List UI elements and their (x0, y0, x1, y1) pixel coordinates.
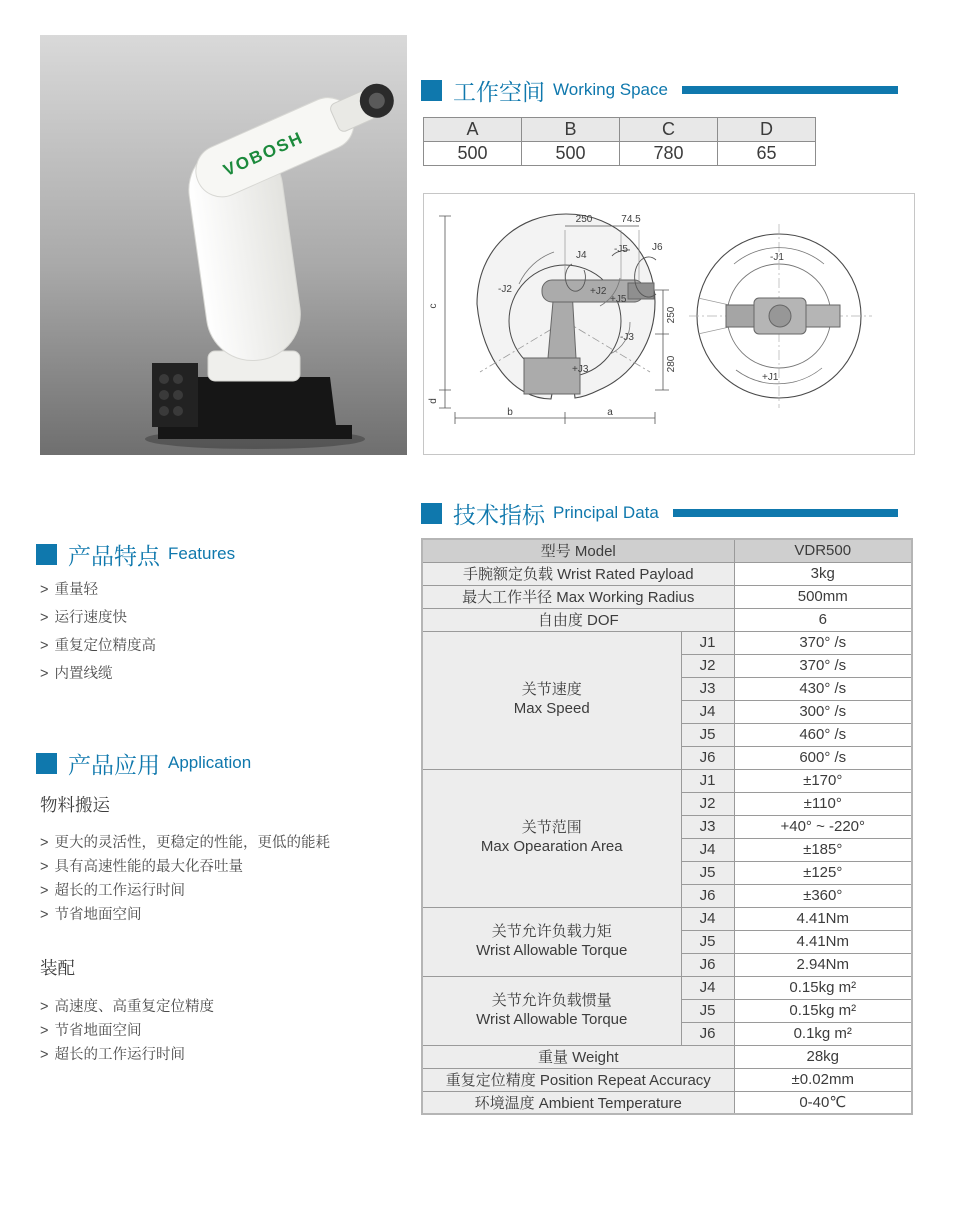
bullet-icon: > (40, 1047, 49, 1063)
list-item (40, 660, 156, 688)
spec-row (422, 1068, 912, 1091)
application-item-text: 节省地面空间 (54, 907, 142, 923)
application-heading (36, 747, 251, 779)
principal-data-title-en: Principal Data (553, 503, 659, 522)
spec-row (422, 976, 912, 999)
bullet-icon: > (40, 666, 49, 682)
application-item-text: 超长的工作运行时间 (54, 1047, 185, 1063)
spec-row (422, 907, 912, 930)
joint-cell: J5 (681, 861, 734, 884)
robot-photo (40, 35, 407, 455)
value-cell: 300° /s (734, 700, 912, 723)
label-j1-pos: +J1 (762, 372, 779, 383)
value-cell: 370° /s (734, 654, 912, 677)
working-space-title-zh: 工作空间 (453, 78, 545, 105)
feature-item-text: 运行速度快 (54, 610, 127, 626)
spec-label: 重复定位精度 Position Repeat Accuracy (422, 1068, 734, 1091)
heading-rule (673, 509, 898, 517)
ws-col-a: A (424, 118, 522, 142)
value-cell: 370° /s (734, 631, 912, 654)
application-item-text: 具有高速性能的最大化吞吐量 (54, 859, 243, 875)
application-item-text: 高速度、高重复定位精度 (54, 999, 214, 1015)
joint-cell: J4 (681, 976, 734, 999)
spec-row (422, 631, 912, 654)
list-item (40, 831, 330, 855)
working-space-value-row (424, 142, 816, 166)
spec-value: 3kg (734, 562, 912, 585)
spec-value: 28kg (734, 1045, 912, 1068)
joint-cell: J5 (681, 930, 734, 953)
working-space-heading (421, 74, 898, 106)
ws-col-d: D (718, 118, 816, 142)
heading-square-icon (36, 544, 57, 565)
application-title-zh: 产品应用 (68, 751, 160, 778)
group-label-zh: 关节速度 (521, 681, 582, 699)
ws-val-b: 500 (522, 142, 620, 166)
list-item (40, 995, 214, 1019)
dim-280-right: 280 (666, 355, 677, 373)
spec-label: 重量 Weight (422, 1045, 734, 1068)
list-item (40, 632, 156, 660)
bullet-icon: > (40, 883, 49, 899)
spec-value: 0-40℃ (734, 1091, 912, 1114)
group-label (422, 769, 681, 907)
working-space-header-row (424, 118, 816, 142)
joint-cell: J3 (681, 815, 734, 838)
dim-250-top: 250 (575, 214, 593, 225)
list-item (40, 855, 330, 879)
label-j4: J4 (576, 250, 587, 261)
robot-logo: VOBOSH (220, 127, 307, 181)
application-group1-list (40, 831, 330, 927)
spec-row (422, 1091, 912, 1114)
joint-cell: J4 (681, 838, 734, 861)
label-j3-neg: -J3 (620, 332, 634, 343)
principal-data-heading (421, 497, 898, 529)
bullet-icon: > (40, 1023, 49, 1039)
list-item (40, 1043, 214, 1067)
label-j5-neg: -J5 (614, 244, 628, 255)
joint-cell: J1 (681, 769, 734, 792)
value-cell: 430° /s (734, 677, 912, 700)
spec-row (422, 1045, 912, 1068)
spec-label: 自由度 DOF (422, 608, 734, 631)
joint-cell: J2 (681, 654, 734, 677)
value-cell: 0.15kg m² (734, 999, 912, 1022)
bullet-icon: > (40, 859, 49, 875)
heading-rule (682, 86, 898, 94)
feature-item-text: 重量轻 (54, 582, 98, 598)
joint-cell: J6 (681, 746, 734, 769)
list-item (40, 1019, 214, 1043)
group-label-en: Max Opearation Area (480, 838, 623, 855)
model-row (422, 539, 912, 562)
feature-item-text: 重复定位精度高 (54, 638, 156, 654)
group-label (422, 907, 681, 976)
features-title-zh: 产品特点 (68, 542, 160, 569)
list-item (40, 879, 330, 903)
value-cell: 0.1kg m² (734, 1022, 912, 1045)
group-label-en: Wrist Allowable Torque (476, 941, 628, 959)
features-title-en: Features (168, 544, 236, 563)
bullet-icon: > (40, 999, 49, 1015)
value-cell: 600° /s (734, 746, 912, 769)
application-item-text: 超长的工作运行时间 (54, 883, 185, 899)
value-cell: ±360° (734, 884, 912, 907)
spec-label: 手腕额定负载 Wrist Rated Payload (422, 562, 734, 585)
spec-row (422, 769, 912, 792)
value-cell: ±110° (734, 792, 912, 815)
list-item (40, 604, 156, 632)
joint-cell: J6 (681, 884, 734, 907)
dim-74-5: 74.5 (621, 214, 641, 225)
label-j3-pos: +J3 (572, 364, 589, 375)
heading-square-icon (421, 80, 442, 101)
group-label-zh: 关节范围 (521, 819, 582, 837)
joint-cell: J3 (681, 677, 734, 700)
value-cell: 0.15kg m² (734, 976, 912, 999)
bullet-icon: > (40, 907, 49, 923)
bullet-icon: > (40, 835, 49, 851)
joint-cell: J4 (681, 700, 734, 723)
value-cell: ±185° (734, 838, 912, 861)
working-space-table (423, 117, 816, 166)
label-j6: J6 (652, 242, 663, 253)
joint-cell: J6 (681, 1022, 734, 1045)
group-label-en: Wrist Allowable Torque (476, 1010, 628, 1028)
working-space-title-en: Working Space (553, 80, 668, 99)
feature-item-text: 内置线缆 (54, 666, 113, 682)
workspace-drawing-panel (423, 193, 915, 455)
label-j5-pos: +J5 (610, 294, 627, 305)
application-group1-title: 物料搬运 (40, 795, 110, 815)
group-label (422, 631, 681, 769)
heading-square-icon (421, 503, 442, 524)
label-j1-neg: -J1 (770, 252, 784, 263)
joint-cell: J4 (681, 907, 734, 930)
model-label: 型号 Model (422, 539, 734, 562)
application-group2-title: 装配 (40, 958, 75, 978)
ws-val-d: 65 (718, 142, 816, 166)
dim-b: b (507, 407, 513, 418)
joint-cell: J6 (681, 953, 734, 976)
group-label-zh: 关节允许负载力矩 (491, 922, 612, 940)
principal-data-title-zh: 技术指标 (453, 501, 545, 528)
application-item-text: 节省地面空间 (54, 1023, 142, 1039)
dim-d: d (428, 398, 439, 404)
group-label-zh: 关节允许负载惯量 (491, 991, 612, 1009)
value-cell: 460° /s (734, 723, 912, 746)
value-cell: +40° ~ -220° (734, 815, 912, 838)
spec-row (422, 585, 912, 608)
robot-photo-image (40, 35, 407, 455)
bullet-icon: > (40, 638, 49, 654)
spec-label: 最大工作半径 Max Working Radius (422, 585, 734, 608)
value-cell: ±125° (734, 861, 912, 884)
value-cell: 4.41Nm (734, 907, 912, 930)
spec-row (422, 562, 912, 585)
list-item (40, 576, 156, 604)
value-cell: 4.41Nm (734, 930, 912, 953)
spec-value: 6 (734, 608, 912, 631)
label-j2-neg: -J2 (498, 284, 512, 295)
ws-val-a: 500 (424, 142, 522, 166)
dim-c: c (428, 303, 439, 309)
features-heading (36, 538, 235, 570)
joint-cell: J1 (681, 631, 734, 654)
dim-250-right: 250 (666, 306, 677, 324)
joint-cell: J2 (681, 792, 734, 815)
group-label (422, 976, 681, 1045)
joint-cell: J5 (681, 723, 734, 746)
value-cell: ±170° (734, 769, 912, 792)
dim-a: a (607, 407, 613, 418)
list-item (40, 903, 330, 927)
ws-col-b: B (522, 118, 620, 142)
value-cell: 2.94Nm (734, 953, 912, 976)
workspace-diagram (424, 194, 914, 454)
bullet-icon: > (40, 582, 49, 598)
principal-data-table (421, 538, 913, 1115)
bullet-icon: > (40, 610, 49, 626)
application-title-en: Application (168, 753, 252, 772)
application-group2-list (40, 995, 214, 1067)
top-view (689, 224, 872, 408)
model-value: VDR500 (734, 539, 912, 562)
features-list (40, 576, 156, 688)
spec-value: ±0.02mm (734, 1068, 912, 1091)
ws-val-c: 780 (620, 142, 718, 166)
joint-cell: J5 (681, 999, 734, 1022)
application-item-text: 更大的灵活性，更稳定的性能，更低的能耗 (54, 835, 330, 851)
spec-value: 500mm (734, 585, 912, 608)
ws-col-c: C (620, 118, 718, 142)
spec-row (422, 608, 912, 631)
group-label-en: Max Speed (513, 700, 590, 717)
heading-square-icon (36, 753, 57, 774)
label-j2-pos: +J2 (590, 286, 607, 297)
side-view (428, 214, 677, 424)
spec-label: 环境温度 Ambient Temperature (422, 1091, 734, 1114)
